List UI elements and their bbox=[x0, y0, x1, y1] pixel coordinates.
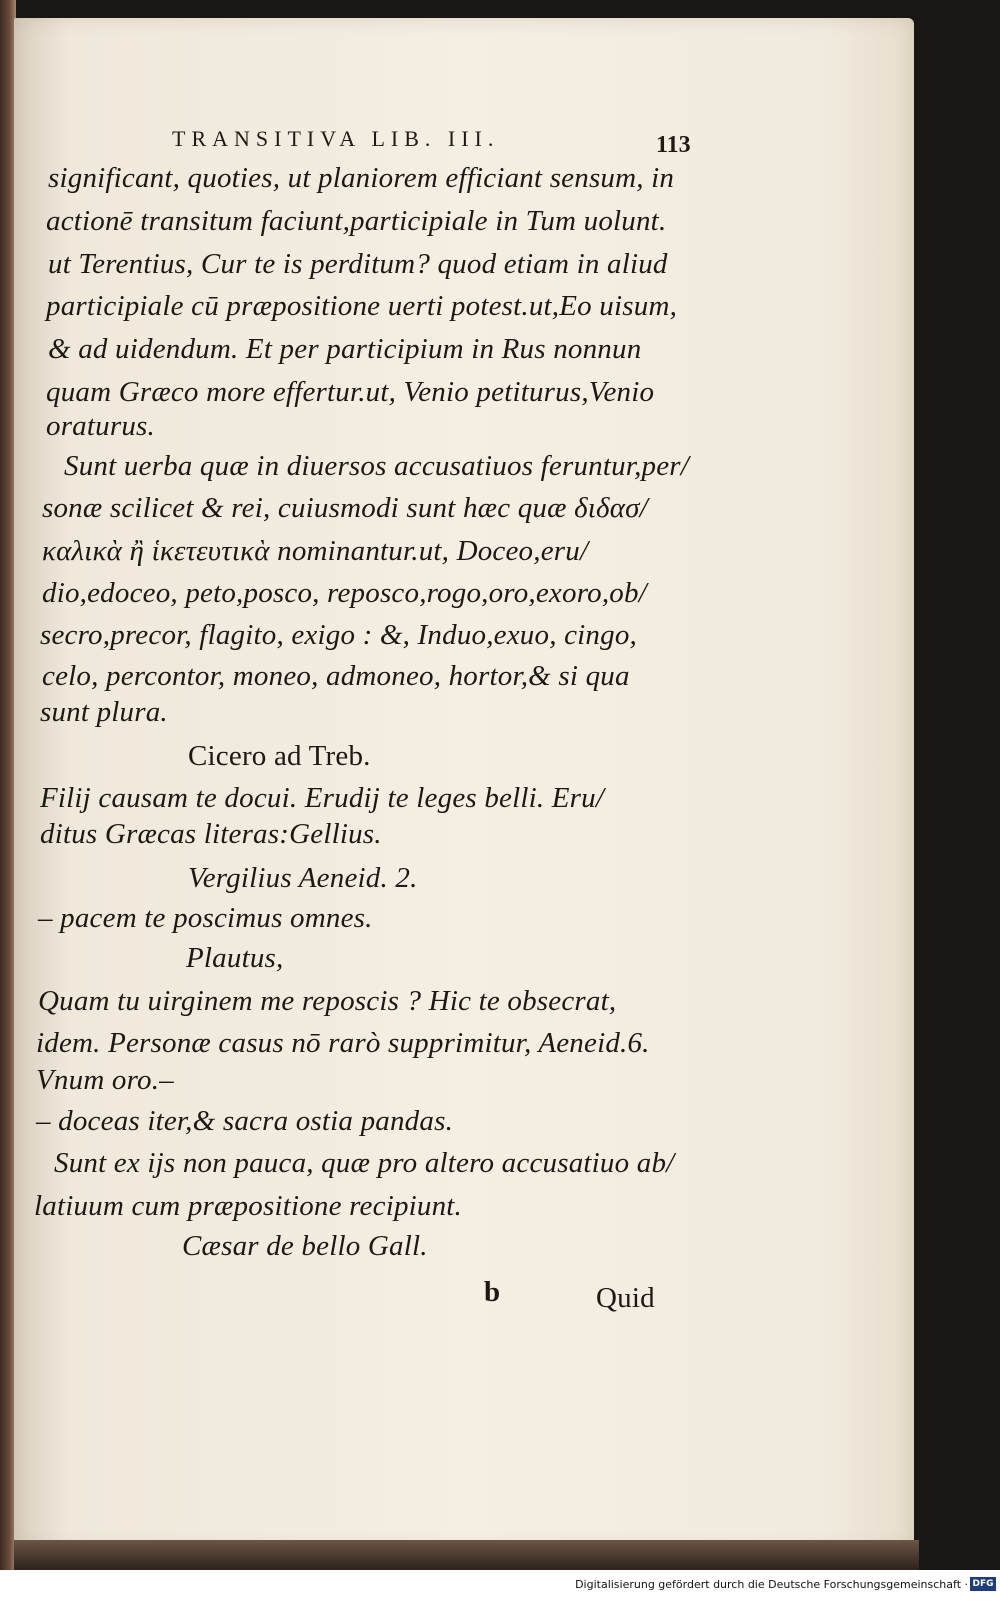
running-head: TRANSITIVA LIB. III. bbox=[172, 126, 500, 151]
citation-heading: Vergilius Aeneid. 2. bbox=[188, 862, 418, 894]
text-line: oraturus. bbox=[46, 410, 155, 442]
citation-heading: Cæsar de bello Gall. bbox=[182, 1230, 428, 1262]
text-line: Vnum oro.– bbox=[36, 1064, 174, 1096]
text-line: & ad uidendum. Et per participium in Rus nonnun bbox=[48, 333, 642, 365]
text-line: sonæ scilicet & rei, cuiusmodi sunt hæc quæ διδασ/ bbox=[42, 492, 648, 524]
text-line: celo, percontor, moneo, admoneo, hortor,& si qua bbox=[42, 660, 630, 692]
text-line: ditus Græcas literas:Gellius. bbox=[40, 818, 382, 850]
dfg-logo-icon: DFG bbox=[970, 1577, 996, 1591]
text-line: ut Terentius, Cur te is perditum? quod etiam in aliud bbox=[48, 248, 668, 280]
text-line: quam Græco more effertur.ut, Venio petiturus,Venio bbox=[46, 376, 655, 408]
text-line: secro,precor, flagito, exigo : &, Induo,exuo, cingo, bbox=[40, 619, 637, 651]
text-line: idem. Personæ casus nō rarò supprimitur, Aeneid.6. bbox=[36, 1027, 650, 1059]
text-line: καλικὰ ἢ ἱκετευτικὰ nominantur.ut, Doceo,eru/ bbox=[42, 535, 589, 567]
text-line: – doceas iter,& sacra ostia pandas. bbox=[36, 1105, 454, 1137]
text-line: latiuum cum præpositione recipiunt. bbox=[34, 1190, 463, 1222]
credit-text: Digitalisierung gefördert durch die Deutsche Forschungsgemeinschaft · bbox=[575, 1578, 968, 1591]
text-line: dio,edoceo, peto,posco, reposco,rogo,oro,exoro,ob/ bbox=[42, 577, 647, 609]
catchword: Quid bbox=[596, 1282, 655, 1314]
page-number: 113 bbox=[656, 132, 691, 158]
citation-heading: Cicero ad Treb. bbox=[188, 740, 371, 772]
text-line: sunt plura. bbox=[40, 696, 168, 728]
text-line: Quam tu uirginem me reposcis ? Hic te obsecrat, bbox=[38, 985, 617, 1017]
citation-heading: Plautus, bbox=[186, 942, 284, 974]
text-line: – pacem te poscimus omnes. bbox=[38, 902, 373, 934]
text-line: actionē transitum faciunt,participiale in Tum uolunt. bbox=[46, 205, 667, 237]
text-line: Sunt ex ijs non pauca, quæ pro altero accusatiuo ab/ bbox=[54, 1147, 675, 1179]
text-line: participiale cū præpositione uerti potest.ut,Eo uisum, bbox=[46, 290, 678, 322]
text-line: Sunt uerba quæ in diuersos accusatiuos feruntur,per/ bbox=[64, 450, 690, 482]
text-line: significant, quoties, ut planiorem efficiant sensum, in bbox=[48, 162, 675, 194]
page-bottom-edge bbox=[14, 1540, 919, 1570]
signature-mark: b bbox=[484, 1276, 501, 1308]
text-line: Filij causam te docui. Erudij te leges belli. Eru/ bbox=[40, 782, 605, 814]
